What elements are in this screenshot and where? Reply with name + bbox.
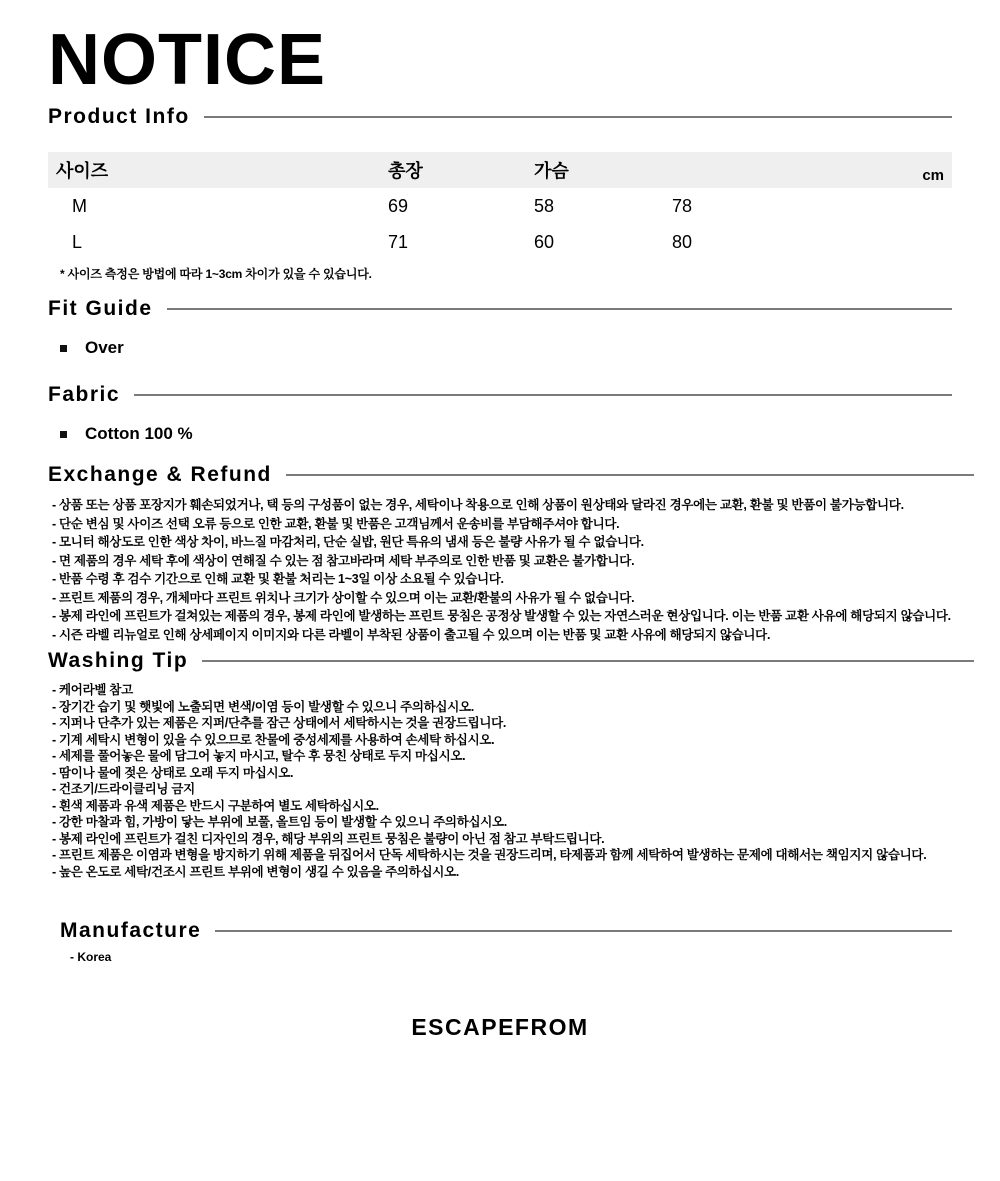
manufacture-country: - Korea — [70, 950, 112, 965]
size-l-sleeve: 80 — [672, 231, 693, 252]
list-item: - 프린트 제품은 이염과 변형을 방지하기 위해 제품을 뒤집어서 단독 세탁하시는 것을 권장드리며, 타제품과 함께 세탁하여 발생하는 문제에 대해서는 책임지지 않습니다. — [52, 848, 927, 863]
list-item: - 케어라벨 참고 — [52, 683, 133, 698]
size-l-label: L — [72, 231, 83, 252]
list-item: - 프린트 제품의 경우, 개체마다 프린트 위치나 크기가 상이할 수 있으며 이는 교환/환불의 사유가 될 수 없습니다. — [52, 590, 635, 605]
exchange-refund-heading-label: Exchange & Refund — [48, 463, 272, 487]
list-item: - 높은 온도로 세탁/건조시 프린트 부위에 변형이 생길 수 있음을 주의하십시오. — [52, 864, 459, 879]
size-m-sleeve: 78 — [672, 195, 693, 216]
list-item: - 시즌 라벨 리뉴얼로 인해 상세페이지 이미지와 다른 라벨이 부착된 상품이 출고될 수 있으며 이는 반품 및 교환 사유에 해당되지 않습니다. — [52, 627, 771, 642]
list-item: - 흰색 제품과 유색 제품은 반드시 구분하여 별도 세탁하십시오. — [52, 798, 379, 813]
table-row — [48, 224, 952, 260]
fit-guide-item — [60, 338, 952, 358]
fit-guide-heading-label: Fit Guide — [48, 297, 153, 321]
manufacture-heading-label: Manufacture — [60, 919, 202, 943]
list-item: - 세제를 풀어놓은 물에 담그어 놓지 마시고, 탈수 후 뭉친 상태로 두지 마십시오. — [52, 749, 466, 764]
list-item: - 봉제 라인에 프린트가 걸친 디자인의 경우, 해당 부위의 프린트 뭉침은 불량이 아닌 점 참고 부탁드립니다. — [52, 831, 605, 846]
list-item: - 단순 변심 및 사이즈 선택 오류 등으로 인한 교환, 환불 및 반품은 고객님께서 운송비를 부담해주셔야 합니다. — [52, 516, 620, 531]
section-heading-washing-tip — [48, 648, 952, 674]
list-item: - 강한 마찰과 힘, 가방이 닿는 부위에 보풀, 올트임 등이 발생할 수 있으니 주의하십시오. — [52, 815, 507, 830]
table-row — [48, 188, 952, 224]
heading-rule — [167, 308, 953, 310]
heading-rule — [204, 116, 952, 118]
product-info-heading-label: Product Info — [48, 105, 190, 129]
size-table — [48, 152, 952, 260]
heading-rule — [134, 394, 952, 396]
fabric-item — [60, 424, 952, 444]
list-item: - 장기간 습기 및 햇빛에 노출되면 변색/이염 등이 발생할 수 있으니 주의하십시오. — [52, 699, 474, 714]
section-heading-fabric — [48, 382, 952, 408]
size-m-total-length: 69 — [388, 195, 409, 216]
heading-rule — [202, 660, 974, 662]
section-heading-fit-guide — [48, 296, 952, 322]
size-footnote: * 사이즈 측정은 방법에 따라 1~3cm 차이가 있을 수 있습니다. — [60, 267, 372, 282]
list-item: - 지퍼나 단추가 있는 제품은 지퍼/단추를 잠근 상태에서 세탁하시는 것을 권장드립니다. — [52, 716, 507, 731]
size-l-total-length: 71 — [388, 231, 409, 252]
square-bullet-icon — [60, 431, 67, 438]
column-header-total-length: 총장 — [388, 161, 423, 182]
list-item: - 면 제품의 경우 세탁 후에 색상이 연해질 수 있는 점 참고바라며 세탁 부주의로 인한 반품 및 교환은 불가합니다. — [52, 553, 635, 568]
fabric-heading-label: Fabric — [48, 383, 121, 407]
section-heading-exchange-refund — [48, 462, 952, 488]
list-item: - 땀이나 물에 젖은 상태로 오래 두지 마십시오. — [52, 765, 294, 780]
exchange-refund-list — [48, 496, 952, 644]
unit-label: cm — [922, 167, 944, 185]
page-title: NOTICE — [48, 20, 327, 100]
size-m-label: M — [72, 195, 87, 216]
size-l-chest: 60 — [534, 231, 555, 252]
list-item: - 기계 세탁시 변형이 있을 수 있으므로 찬물에 중성세제를 사용하여 손세탁 하십시오. — [52, 732, 495, 747]
heading-rule — [215, 930, 952, 932]
list-item: - 상품 또는 상품 포장지가 훼손되었거나, 택 등의 구성품이 없는 경우, 세탁이나 착용으로 인해 상품이 원상태와 달라진 경우에는 교환, 환불 및 반품이 불가능합니다. — [52, 498, 904, 513]
size-m-chest: 58 — [534, 195, 555, 216]
square-bullet-icon — [60, 345, 67, 352]
brand-logo-text: ESCAPEFROM — [411, 1014, 589, 1041]
fabric-item-label: Cotton 100 % — [85, 424, 193, 444]
section-heading-product-info — [48, 104, 952, 130]
washing-tip-list — [48, 682, 952, 880]
column-header-size: 사이즈 — [56, 161, 109, 182]
fit-guide-item-label: Over — [85, 338, 124, 358]
size-table-header-row — [48, 152, 952, 188]
list-item: - 모니터 해상도로 인한 색상 차이, 바느질 마감처리, 단순 실밥, 원단 특유의 냄새 등은 불량 사유가 될 수 없습니다. — [52, 535, 644, 550]
list-item: - 반품 수령 후 검수 기간으로 인해 교환 및 환불 처리는 1~3일 이상 소요될 수 있습니다. — [52, 572, 504, 587]
list-item: - 건조기/드라이클리닝 금지 — [52, 782, 195, 797]
list-item: - 봉제 라인에 프린트가 걸쳐있는 제품의 경우, 봉제 라인에 발생하는 프린트 뭉침은 공정상 발생할 수 있는 자연스러운 현상입니다. 이는 반품 교환 사유에 해당되지 않습니다. — [52, 609, 951, 624]
washing-tip-heading-label: Washing Tip — [48, 649, 189, 673]
column-header-chest: 가슴 — [534, 161, 569, 182]
heading-rule — [286, 474, 974, 476]
section-heading-manufacture — [60, 918, 952, 944]
